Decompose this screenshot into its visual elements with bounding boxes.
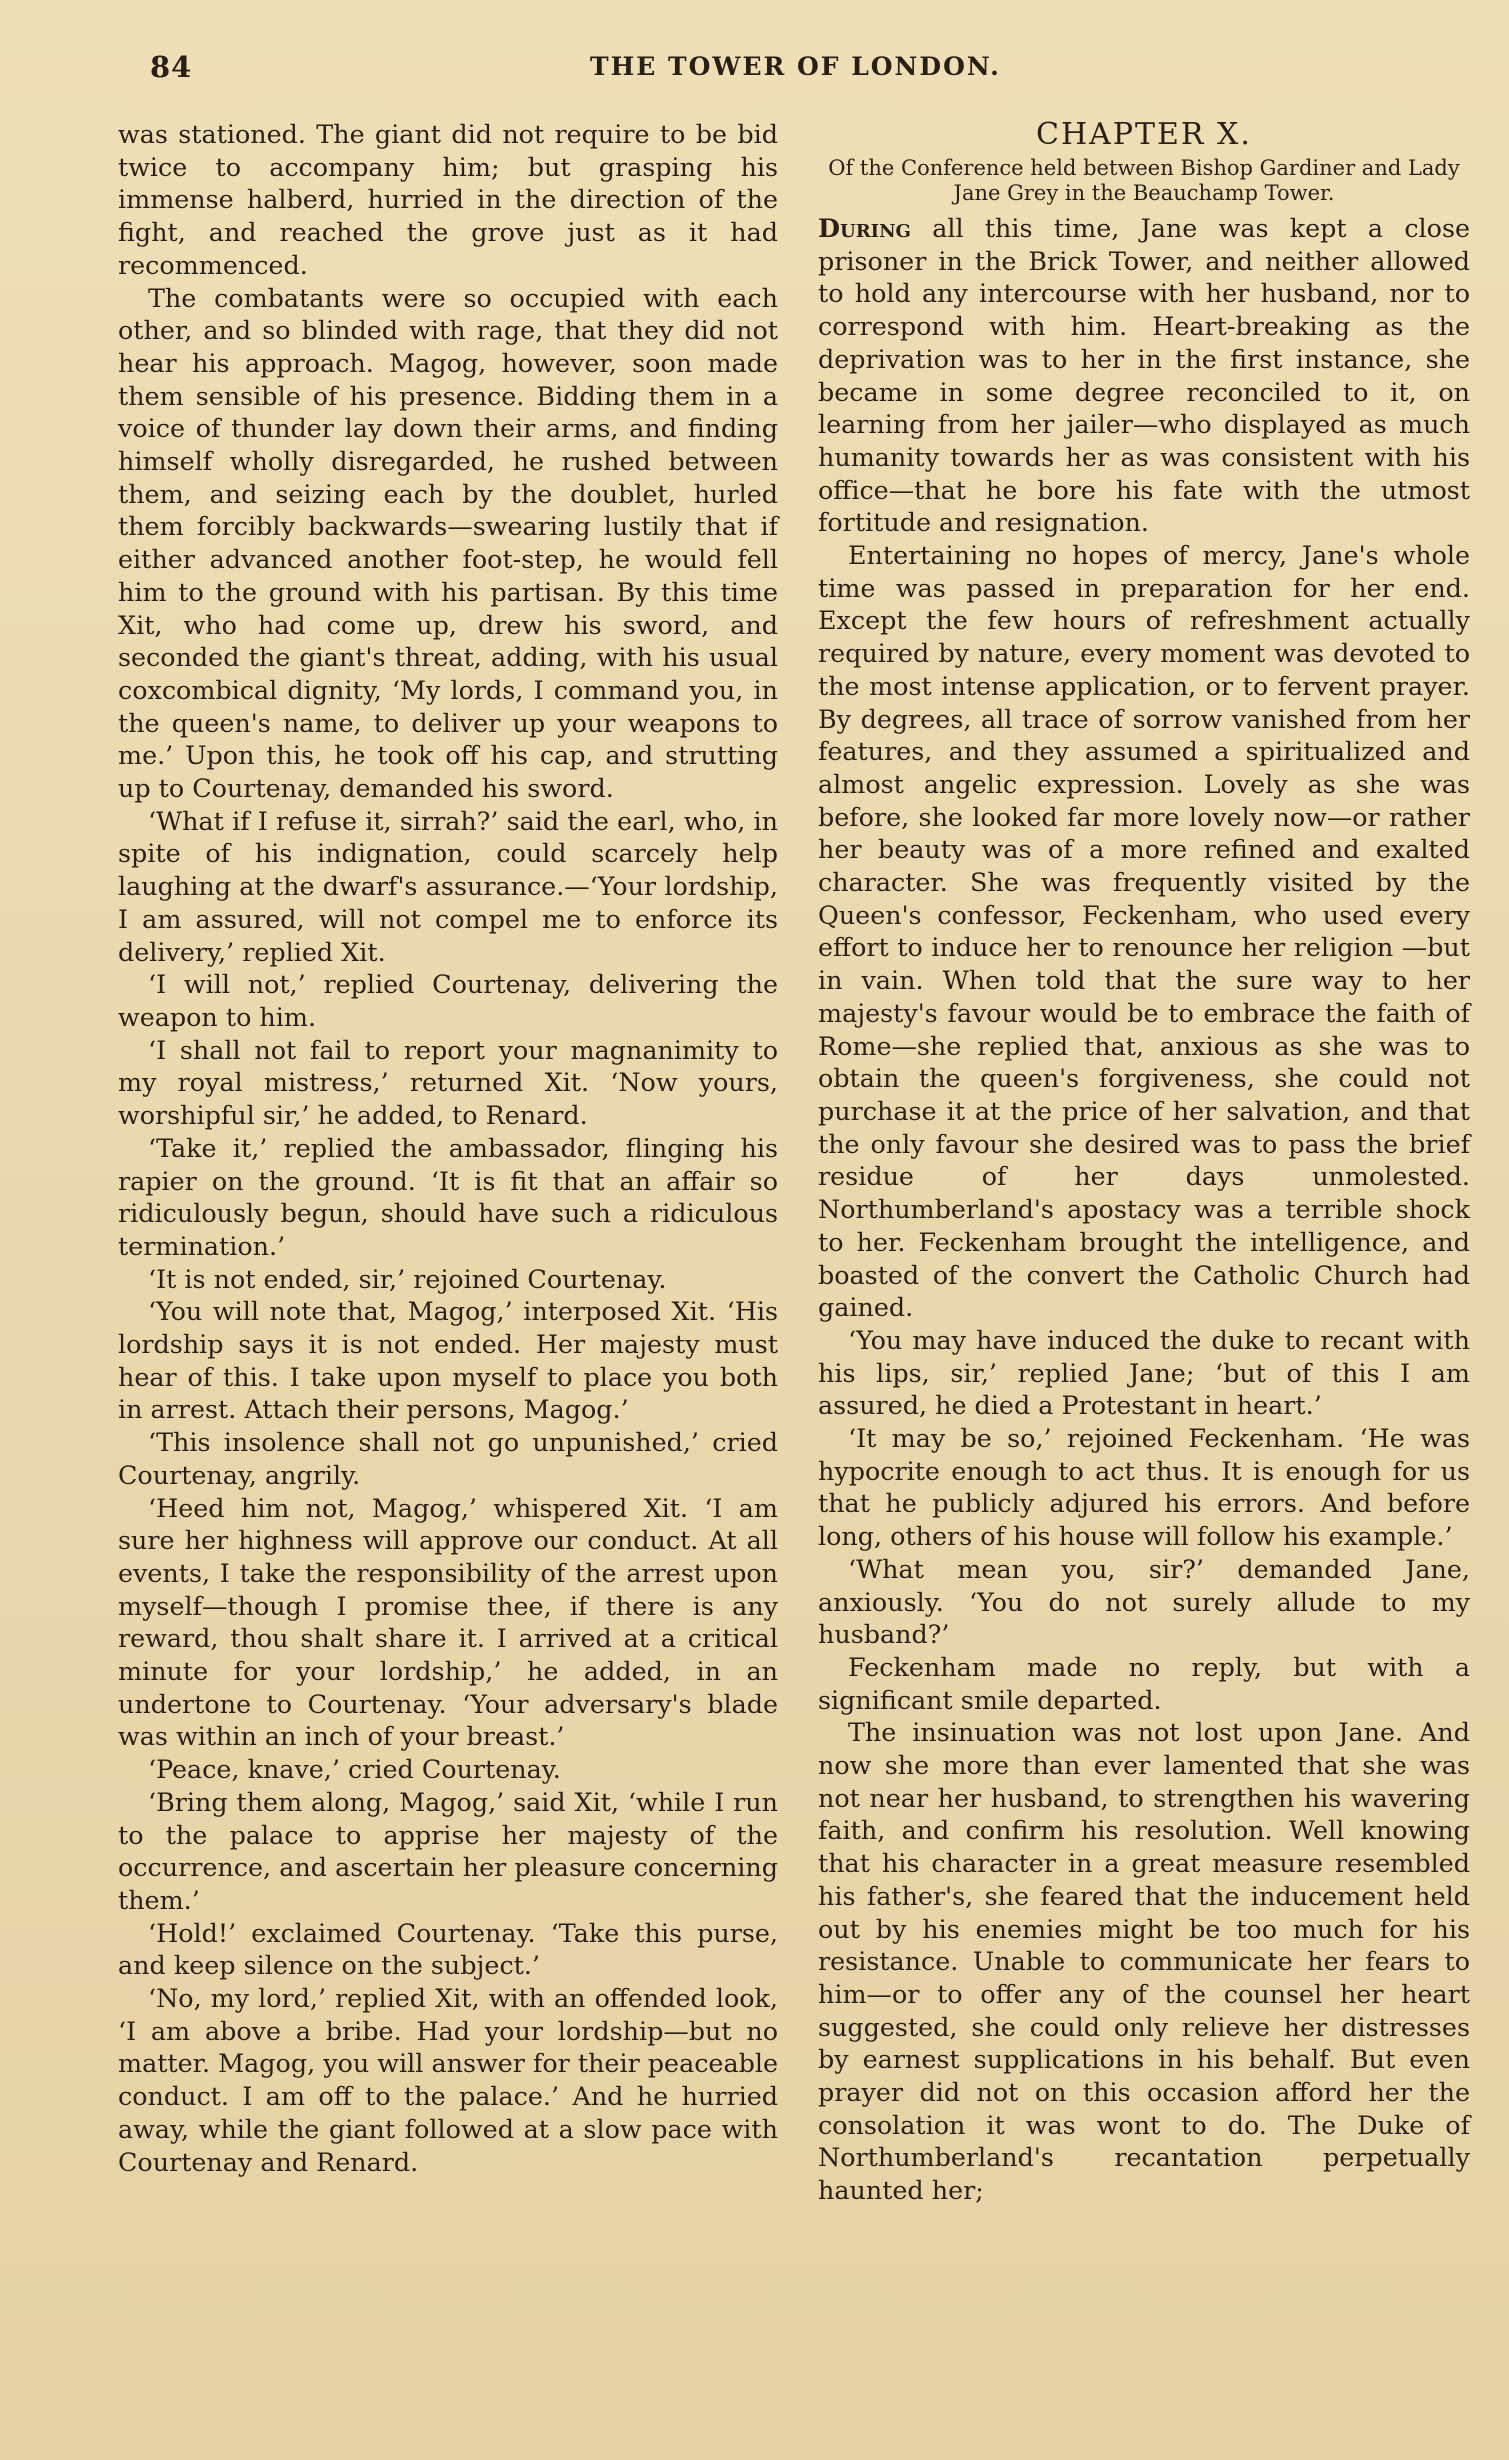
paragraph: ‘I will not,’ replied Courtenay, delivering the weapon to him. (118, 969, 778, 1032)
paragraph: Feckenham made no reply, but with a significant smile departed. (818, 1651, 1470, 1715)
paragraph: ‘It is not ended, sir,’ rejoined Courtenay. (148, 1263, 667, 1294)
paragraph: ‘What mean you, sir?’ demanded Jane, anxiously. ‘You do not surely allude to my husband?’ (818, 1553, 1470, 1650)
paragraph: ‘This insolence shall not go unpunished,’ cried Courtenay, angrily. (118, 1427, 778, 1490)
paragraph: ‘I shall not fail to report your magnanimity to my royal mistress,’ returned Xit. ‘Now yours, worshipful sir,’ he added, to Renard. (118, 1034, 778, 1131)
paragraph: ‘You will note that, Magog,’ interposed Xit. ‘His lordship says it is not ended. Her majesty must hear of this. I take upon myself to place you both in arrest. Attach their persons, Magog.’ (118, 1296, 778, 1425)
chapter-heading: CHAPTER X. (1036, 117, 1252, 152)
paragraph: was stationed. The giant did not require to be bid twice to accompany him; but grasping his immense halberd, hurried in the direction of the fight, and reached the grove just as it had recommenced. (118, 119, 778, 280)
opening-text: all this time, Jane was kept a close prisoner in the Brick Tower, and neither allowed to hold any intercourse with her husband, nor to correspond with him. Heart-breaking as the deprivation was to her in the first instance, she became in some degree reconciled to it, on learning from her jailer—who displayed as much humanity towards her as was consistent with his office—that he bore his fate with the utmost fortitude and resignation. (818, 213, 1470, 538)
paragraph: ‘What if I refuse it, sirrah?’ said the earl, who, in spite of his indignation, could scarcely help laughing at the dwarf's assurance.—‘Your lordship, I am assured, will not compel me to enforce its delivery,’ replied Xit. (118, 805, 778, 967)
paragraph: Entertaining no hopes of mercy, Jane's whole time was passed in preparation for her end. Except the few hours of refreshment actually required by nature, every moment was devoted to the most intense application, or to fervent prayer. By degrees, all trace of sorrow vanished from her features, and they assumed a spiritualized and almost angelic expression. Lovely as she was before, she looked far more lovely now—or rather her beauty was of a more refined and exalted character. She was frequently visited by the Queen's confessor, Feckenham, who used every effort to induce her to renounce her religion —but in vain. When told that the sure way to her majesty's favour would be to embrace the faith of Rome—she replied that, anxious as she was to obtain the queen's forgiveness, she could not purchase it at the price of her salvation, and that the only favour she desired was to pass the brief residue of her days unmolested. Northumberland's apostacy was a terrible shock to her. Feckenham brought the intelligence, and boasted of the convert the Catholic Church had gained. (818, 540, 1470, 1323)
running-title: THE TOWER OF LONDON. (590, 52, 1001, 81)
paragraph: ‘Heed him not, Magog,’ whispered Xit. ‘I am sure her highness will approve our conduct. At all events, I take the responsibility of the arrest upon myself—though I promise thee, if there is any reward, thou shalt share it. I arrived at a critical minute for your lordship,’ he added, in an undertone to Courtenay. ‘Your adversary's blade was within an inch of your breast.’ (118, 1492, 778, 1752)
paragraph: ‘No, my lord,’ replied Xit, with an offended look, ‘I am above a bribe. Had your lordship—but no matter. Magog, you will answer for their peaceable conduct. I am off to the palace.’ And he hurried away, while the giant followed at a slow pace with Courtenay and Renard. (118, 1983, 778, 2177)
opening-word: During (818, 213, 911, 243)
chapter-subtitle: Of the Conference held between Bishop Gardiner and Lady Jane Grey in the Beauchamp Tower. (828, 156, 1460, 205)
page-number: 84 (150, 50, 193, 84)
paragraph: The combatants were so occupied with each other, and so blinded with rage, that they did not hear his approach. Magog, however, soon made them sensible of his presence. Bidding them in a voice of thunder lay down their arms, and finding himself wholly disregarded, he rushed between them, and seizing each by the doublet, hurled them forcibly backwards—swearing lustily that if either advanced another foot-step, he would fell him to the ground with his partisan. By this time Xit, who had come up, drew his sword, and seconded the giant's threat, adding, with his usual coxcombical dignity, ‘My lords, I command you, in the queen's name, to deliver up your weapons to me.’ Upon this, he took off his cap, and strutting up to Courtenay, demanded his sword. (118, 282, 778, 804)
paragraph: ‘Peace, knave,’ cried Courtenay. (148, 1754, 561, 1785)
paragraph: ‘Hold!’ exclaimed Courtenay. ‘Take this purse, and keep silence on the subject.’ (118, 1917, 778, 1981)
chapter-opening-paragraph (818, 212, 1470, 539)
paragraph: ‘Take it,’ replied the ambassador, flinging his rapier on the ground. ‘It is fit that an affair so ridiculously begun, should have such a ridiculous termination.’ (118, 1132, 778, 1261)
paragraph: ‘It may be so,’ rejoined Feckenham. ‘He was hypocrite enough to act thus. It is enough for us that he publicly adjured his errors. And before long, others of his house will follow his example.’ (818, 1423, 1470, 1552)
paragraph: The insinuation was not lost upon Jane. And now she more than ever lamented that she was not near her husband, to strengthen his wavering faith, and confirm his resolution. Well knowing that his character in a great measure resembled his father's, she feared that the inducement held out by his enemies might be too much for his resistance. Unable to communicate her fears to him—or to offer any of the counsel her heart suggested, she could only relieve her distresses by earnest supplications in his behalf. But even prayer did not on this occasion afford her the consolation it was wont to do. The Duke of Northumberland's recantation perpetually haunted her; (818, 1717, 1470, 2206)
paragraph: ‘You may have induced the duke to recant with his lips, sir,’ replied Jane; ‘but of this I am assured, he died a Protestant in heart.’ (818, 1324, 1470, 1421)
left-column (118, 118, 778, 2178)
right-column (818, 118, 1470, 2207)
paragraph: ‘Bring them along, Magog,’ said Xit, ‘while I run to the palace to apprise her majesty of the occurrence, and ascertain her pleasure concerning them.’ (118, 1786, 778, 1915)
